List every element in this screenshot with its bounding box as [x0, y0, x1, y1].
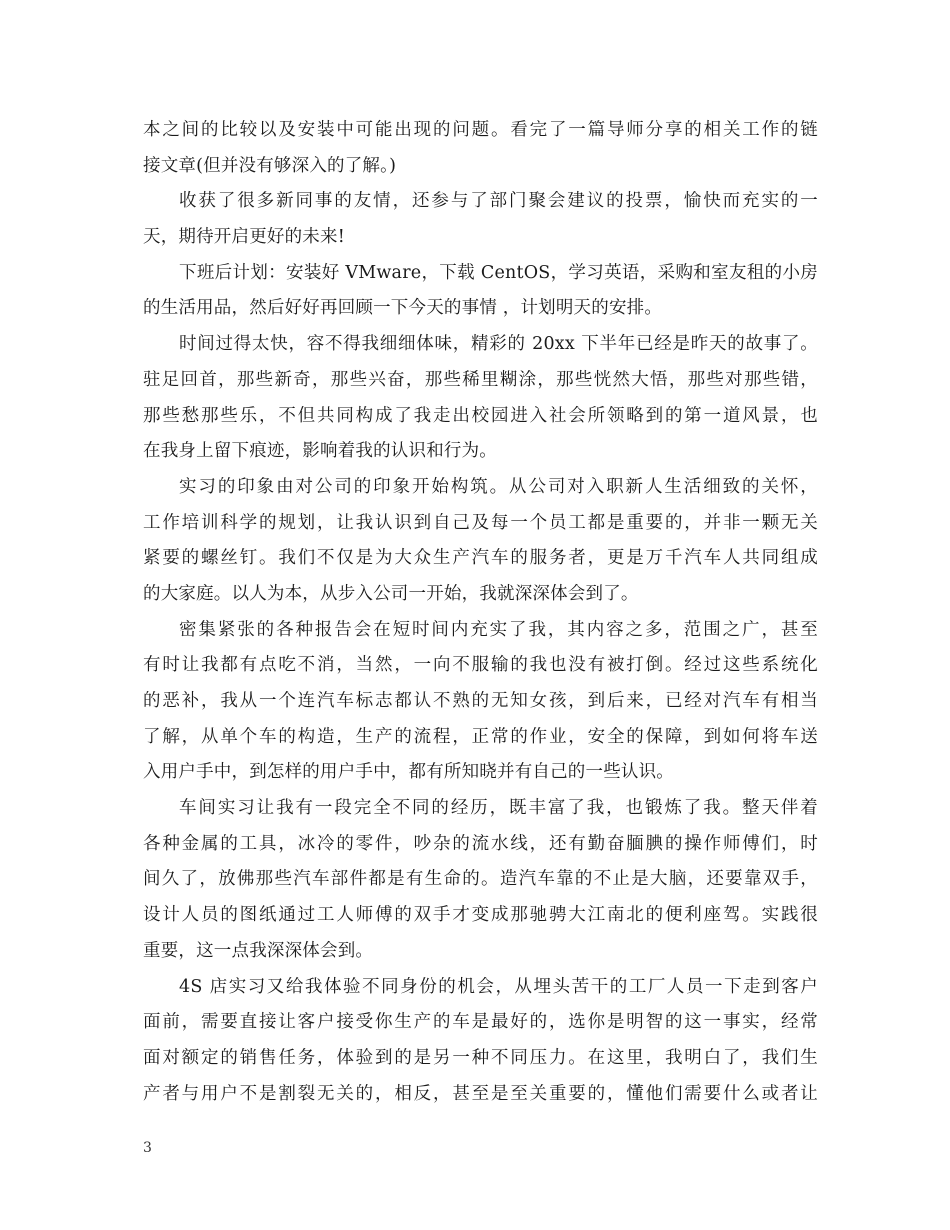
paragraph-line: 各种金属的工具，冰冷的零件，吵杂的流水线，还有勤奋腼腆的操作师傅们，时 [143, 833, 818, 854]
paragraph-line: 紧要的螺丝钉。我们不仅是为大众生产汽车的服务者，更是万千汽车人共同组成 [143, 548, 818, 569]
paragraph-line: 车间实习让我有一段完全不同的经历，既丰富了我，也锻炼了我。整天伴着 [179, 798, 818, 819]
paragraph-line: 4S 店实习又给我体验不同身份的机会，从埋头苦干的工厂人员一下走到客户 [179, 976, 818, 997]
paragraph-4 [143, 327, 818, 470]
paragraph-line: 产者与用户不是割裂无关的，相反，甚至是至关重要的，懂他们需要什么或者让 [143, 1083, 818, 1104]
paragraph-line: 实习的印象由对公司的印象开始构筑。从公司对入职新人生活细致的关怀， [179, 476, 818, 497]
paragraph-line: 那些愁那些乐，不但共同构成了我走出校园进入社会所领略到的第一道风景，也 [143, 405, 818, 426]
paragraph-line: 天，期待开启更好的未来! [143, 227, 345, 248]
paragraph-line: 有时让我都有点吃不消，当然，一向不服输的我也没有被打倒。经过这些系统化 [143, 655, 818, 676]
paragraph-8 [143, 970, 818, 1113]
paragraph-line: 密集紧张的各种报告会在短时间内充实了我，其内容之多，范围之广，甚至 [179, 619, 818, 640]
paragraph-line: 驻足回首，那些新奇，那些兴奋，那些稀里糊涂，那些恍然大悟，那些对那些错， [143, 369, 818, 390]
paragraph-line: 了解，从单个车的构造，生产的流程，正常的作业，安全的保障，到如何将车送 [143, 726, 818, 747]
paragraph-line: 的恶补，我从一个连汽车标志都认不熟的无知女孩，到后来，已经对汽车有相当 [143, 691, 818, 711]
paragraph-line: 在我身上留下痕迹，影响着我的认识和行为。 [143, 441, 497, 462]
paragraph-line: 重要，这一点我深深体会到。 [143, 940, 374, 961]
paragraph-line: 设计人员的图纸通过工人师傅的双手才变成那驰骋大江南北的便利座驾。实践很 [143, 905, 818, 926]
paragraph-line: 间久了，放佛那些汽车部件都是有生命的。造汽车靠的不止是大脑，还要靠双手， [143, 869, 818, 890]
paragraph-line: 的大家庭。以人为本，从步入公司一开始，我就深深体会到了。 [143, 583, 639, 604]
page-number: 3 [143, 1140, 152, 1156]
paragraph-7 [143, 791, 818, 969]
paragraph-5 [143, 470, 818, 613]
paragraph-line: 工作培训科学的规划，让我认识到自己及每一个员工都是重要的，并非一颗无关 [143, 512, 818, 533]
document-body [143, 113, 818, 1112]
paragraph-line: 面对额定的销售任务，体验到的是另一种不同压力。在这里，我明白了，我们生 [143, 1047, 818, 1068]
paragraph-line: 本之间的比较以及安装中可能出现的问题。看完了一篇导师分享的相关工作的链 [143, 120, 818, 140]
paragraph-line: 收获了很多新同事的友情，还参与了部门聚会建议的投票，愉快而充实的一 [179, 191, 818, 212]
paragraph-line: 接文章(但并没有够深入的了解。) [143, 155, 397, 176]
paragraph-line: 下班后计划：安装好 VMware，下载 CentOS，学习英语，采购和室友租的小房 [179, 262, 818, 283]
paragraph-line: 入用户手中，到怎样的用户手中，都有所知晓并有自己的一些认识。 [143, 762, 674, 783]
paragraph-line: 的生活用品，然后好好再回顾一下今天的事情 ，计划明天的安排。 [143, 298, 663, 319]
paragraph-line: 时间过得太快，容不得我细细体味，精彩的 20xx 下半年已经是昨天的故事了。 [179, 334, 818, 355]
paragraph-2 [143, 184, 818, 255]
paragraph-line: 面前，需要直接让客户接受你生产的车是最好的，选你是明智的这一事实，经常 [143, 1012, 818, 1033]
paragraph-1 [143, 113, 818, 184]
paragraph-6 [143, 613, 818, 791]
paragraph-3 [143, 256, 818, 327]
